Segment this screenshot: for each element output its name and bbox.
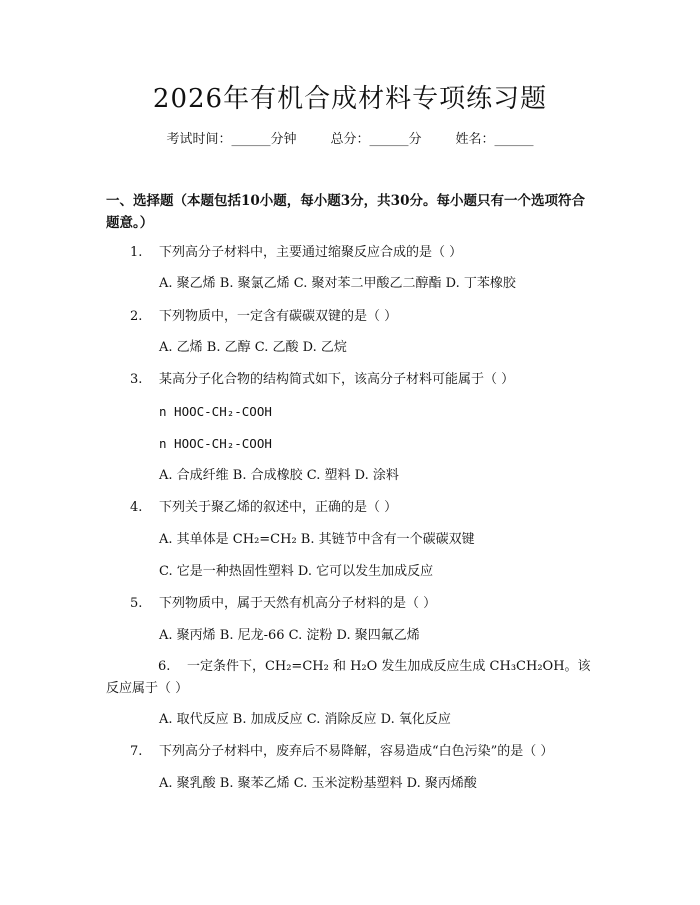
exam-info-line xyxy=(0,130,700,150)
question-1-options: A. 聚乙烯 B. 聚氯乙烯 C. 聚对苯二甲酸乙二醇酯 D. 丁苯橡胶 xyxy=(159,276,516,291)
question-4-options-line-2: C. 它是一种热固性塑料 D. 它可以发生加成反应 xyxy=(159,564,434,579)
question-6 xyxy=(106,656,596,700)
question-text: 某高分子化合物的结构简式如下，该高分子材料可能属于（ ） xyxy=(159,372,515,387)
question-text: 下列高分子材料中，废弃后不易降解，容易造成“白色污染”的是（ ） xyxy=(159,744,554,759)
question-5-options: A. 聚丙烯 B. 尼龙-66 C. 淀粉 D. 聚四氟乙烯 xyxy=(159,628,420,643)
question-number: 5. xyxy=(130,596,143,611)
question-text: 下列物质中，属于天然有机高分子材料的是（ ） xyxy=(159,596,437,611)
question-text: 下列高分子材料中，主要通过缩聚反应合成的是（ ） xyxy=(159,245,463,260)
question-text: 下列物质中，一定含有碳碳双键的是（ ） xyxy=(159,309,398,324)
question-7-options: A. 聚乳酸 B. 聚苯乙烯 C. 玉米淀粉基塑料 D. 聚丙烯酸 xyxy=(159,776,477,791)
score-blank: ______ xyxy=(369,132,409,147)
question-text: 一定条件下，CH₂=CH₂ 和 H₂O 发生加成反应生成 CH₃CH₂OH。该反应属于（ ） xyxy=(106,659,591,696)
question-number: 6. xyxy=(158,659,171,674)
structural-formula-2: n HOOC-CH₂-COOH xyxy=(159,436,272,451)
question-number: 2. xyxy=(130,309,143,324)
structural-formula-1: n HOOC-CH₂-COOH xyxy=(159,404,272,419)
section-heading: 一、选择题（本题包括10小题，每小题3分，共30分。每小题只有一个选项符合题意。） xyxy=(106,193,585,231)
time-blank: ______ xyxy=(231,132,271,147)
question-text: 下列关于聚乙烯的叙述中，正确的是（ ） xyxy=(159,500,398,515)
question-number: 7. xyxy=(130,744,143,759)
page-title: 2026年有机合成材料专项练习题 xyxy=(152,84,548,114)
question-number: 1. xyxy=(130,245,143,260)
score-unit: 分 xyxy=(408,132,422,147)
name-label: 姓名： xyxy=(455,132,495,147)
time-label: 考试时间： xyxy=(166,132,232,147)
time-unit: 分钟 xyxy=(270,132,297,147)
question-2-options: A. 乙烯 B. 乙醇 C. 乙酸 D. 乙烷 xyxy=(159,340,347,355)
question-number: 3. xyxy=(130,372,143,387)
question-number: 4. xyxy=(130,500,143,515)
question-4-options-line-1: A. 其单体是 CH₂=CH₂ B. 其链节中含有一个碳碳双键 xyxy=(159,532,475,547)
question-3-options: A. 合成纤维 B. 合成橡胶 C. 塑料 D. 涂料 xyxy=(159,468,399,483)
score-label: 总分： xyxy=(330,132,370,147)
question-6-options: A. 取代反应 B. 加成反应 C. 消除反应 D. 氧化反应 xyxy=(159,712,451,727)
name-blank: ______ xyxy=(494,132,534,147)
